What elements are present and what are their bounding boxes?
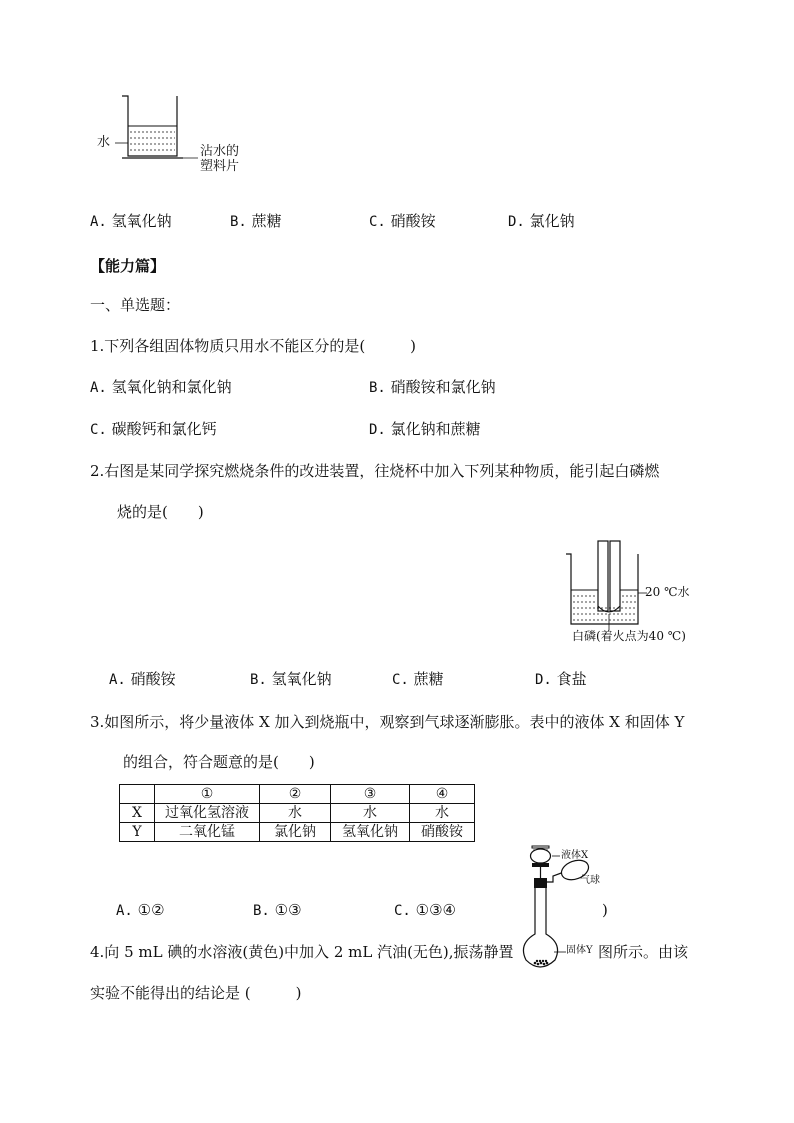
q1-option-d: D. 氯化钠和蔗糖: [369, 420, 481, 438]
section-title: 【能力篇】: [90, 257, 166, 275]
q3-stem-line2: 的组合，符合题意的是( ): [123, 753, 315, 771]
q1-option-b: B. 硝酸铵和氯化钠: [369, 378, 496, 396]
q0-option-c: C. 硝酸铵: [369, 212, 436, 230]
q3-option-a: A. ①②: [116, 901, 165, 919]
table-cell: 水: [260, 804, 331, 823]
stopper: [534, 878, 547, 888]
table-cell: ②: [260, 785, 331, 804]
table-header-row: [120, 785, 475, 804]
plastic-label-1: 沾水的: [200, 144, 240, 159]
table-cell: 水: [410, 804, 475, 823]
table-row: [120, 823, 475, 842]
table-cell: 硝酸铵: [410, 823, 475, 842]
q3-liquid-label: 液体X: [561, 850, 589, 861]
table-cell: ③: [331, 785, 410, 804]
table-cell: 过氧化氢溶液: [155, 804, 260, 823]
q0-option-a: A. 氢氧化钠: [90, 212, 172, 230]
q3-option-d-tail: ): [602, 901, 608, 919]
q3-balloon-label: 气球: [580, 875, 600, 886]
q3-solid-label: 固体Y: [566, 945, 593, 956]
q4-stem-line2: 实验不能得出的结论是 ( ): [90, 984, 302, 1002]
q0-option-d: D. 氯化钠: [508, 212, 575, 230]
q1-option-a: A. 氢氧化钠和氯化钠: [90, 378, 232, 396]
water-label: 水: [97, 135, 111, 150]
table-cell: [120, 785, 155, 804]
combustion-apparatus-figure: [562, 538, 662, 630]
q1-option-c: C. 碳酸钙和氯化钙: [90, 420, 217, 438]
table-cell: 氯化钠: [260, 823, 331, 842]
table-cell: X: [120, 804, 155, 823]
water-pattern: [130, 132, 175, 150]
q2-option-d: D. 食盐: [535, 670, 587, 688]
q2-option-b: B. 氢氧化钠: [250, 670, 332, 688]
subsection-title: 一、单选题：: [90, 296, 181, 314]
q2-water-label: 20 ℃水: [645, 585, 690, 599]
table-cell: 二氧化锰: [155, 823, 260, 842]
q2-option-c: C. 蔗糖: [392, 670, 444, 688]
q2-phosphorus-label: 白磷(着火点为40 ℃): [572, 629, 686, 643]
q4-stem-line1-head: 4.向 5 mL 碘的水溶液(黄色)中加入 2 mL 汽油(无色),振荡静置: [90, 943, 514, 961]
table-cell: ④: [410, 785, 475, 804]
test-tube-right: [610, 541, 620, 611]
q3-combo-table: [119, 784, 475, 842]
q3-stem-line1: 3.如图所示，将少量液体 X 加入到烧瓶中，观察到气球逐渐膨胀。表中的液体 X 和固体 Y: [90, 713, 685, 731]
q1-stem: 1.下列各组固体物质只用水不能区分的是( ): [90, 337, 417, 355]
plastic-label-2: 塑料片: [200, 159, 240, 174]
q4-stem-line1-tail: 图所示。由该: [598, 943, 689, 961]
table-row: [120, 804, 475, 823]
q2-stem-line1: 2.右图是某同学探究燃烧条件的改进装置，往烧杯中加入下列某种物质，能引起白磷燃: [90, 462, 660, 480]
q2-option-a: A. 硝酸铵: [109, 670, 176, 688]
table-cell: 氢氧化钠: [331, 823, 410, 842]
q3-option-b: B. ①③: [253, 901, 302, 919]
q2-stem-line2: 烧的是( ): [117, 503, 204, 521]
table-cell: Y: [120, 823, 155, 842]
table-cell: ①: [155, 785, 260, 804]
q3-option-c: C. ①③④: [394, 901, 456, 919]
test-tube-left: [598, 541, 608, 611]
q0-option-b: B. 蔗糖: [230, 212, 282, 230]
table-cell: 水: [331, 804, 410, 823]
flask-body: [523, 888, 557, 967]
